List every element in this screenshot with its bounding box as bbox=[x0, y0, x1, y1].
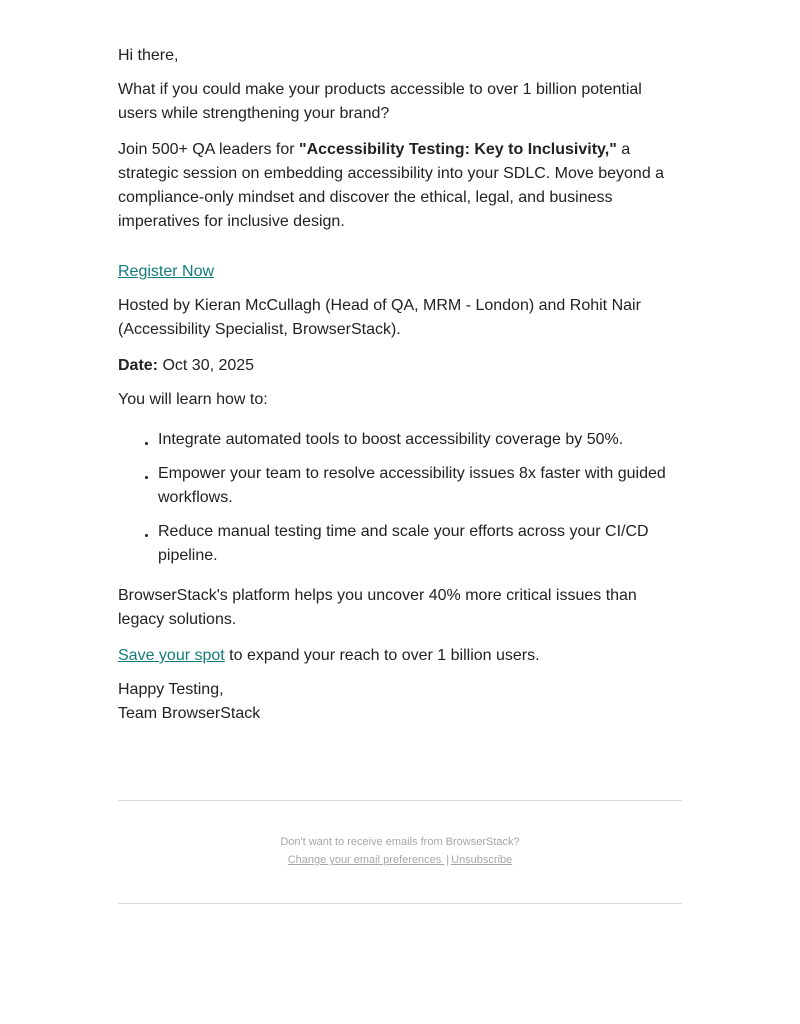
footer-link-separator: | bbox=[446, 854, 450, 866]
change-email-preferences-link[interactable]: Change your email preferences bbox=[287, 854, 445, 866]
save-your-spot-link[interactable]: Save your spot bbox=[118, 647, 225, 664]
footer-bottom-divider bbox=[118, 903, 682, 904]
session-title: Accessibility Testing: Key to Inclusivity, bbox=[306, 141, 610, 158]
save-spot-line bbox=[118, 644, 682, 668]
hosted-paragraph: Hosted by Kieran McCullagh (Head of QA, MRM - London) and Rohit Nair (Accessibility Specialist, BrowserStack). bbox=[118, 297, 641, 338]
save-suffix: to expand your reach to over 1 billion users. bbox=[224, 647, 540, 664]
join-paragraph bbox=[118, 138, 682, 234]
register-line bbox=[118, 260, 682, 284]
signoff-line-2: Team BrowserStack bbox=[118, 705, 261, 722]
date-line bbox=[118, 354, 682, 378]
footer-question: Don't want to receive emails from BrowserStack? bbox=[280, 836, 520, 848]
intro-paragraph: What if you could make your products accessible to over 1 billion potential users while strengthening your brand? bbox=[118, 81, 642, 122]
unsubscribe-link[interactable]: Unsubscribe bbox=[451, 854, 513, 866]
date-label: Date: bbox=[118, 357, 159, 374]
join-suffix: a strategic session on embedding accessibility into your SDLC. Move beyond a compliance-only mindset and discover the ethical, legal, and business imperatives for inclusive design. bbox=[118, 141, 665, 230]
email-footer bbox=[118, 800, 682, 904]
quote-close: " bbox=[609, 141, 617, 158]
date-value: Oct 30, 2025 bbox=[158, 357, 255, 374]
signoff bbox=[118, 678, 682, 726]
list-item: Empower your team to resolve accessibility issues 8x faster with guided workflows. bbox=[158, 462, 682, 510]
learn-intro: You will learn how to: bbox=[118, 391, 268, 408]
platform-paragraph: BrowserStack's platform helps you uncover 40% more critical issues than legacy solutions. bbox=[118, 587, 637, 628]
greeting: Hi there, bbox=[118, 47, 179, 64]
footer-text bbox=[118, 801, 682, 903]
email-body bbox=[118, 0, 682, 726]
signoff-line-1: Happy Testing, bbox=[118, 681, 224, 698]
list-item: Reduce manual testing time and scale your efforts across your CI/CD pipeline. bbox=[158, 520, 682, 568]
learn-list bbox=[118, 428, 682, 568]
join-prefix: Join 500+ QA leaders for bbox=[118, 141, 299, 158]
register-now-link[interactable]: Register Now bbox=[118, 263, 215, 280]
quote-open: " bbox=[299, 141, 307, 158]
list-item: Integrate automated tools to boost accessibility coverage by 50%. bbox=[158, 428, 682, 452]
footer-links bbox=[118, 851, 682, 869]
